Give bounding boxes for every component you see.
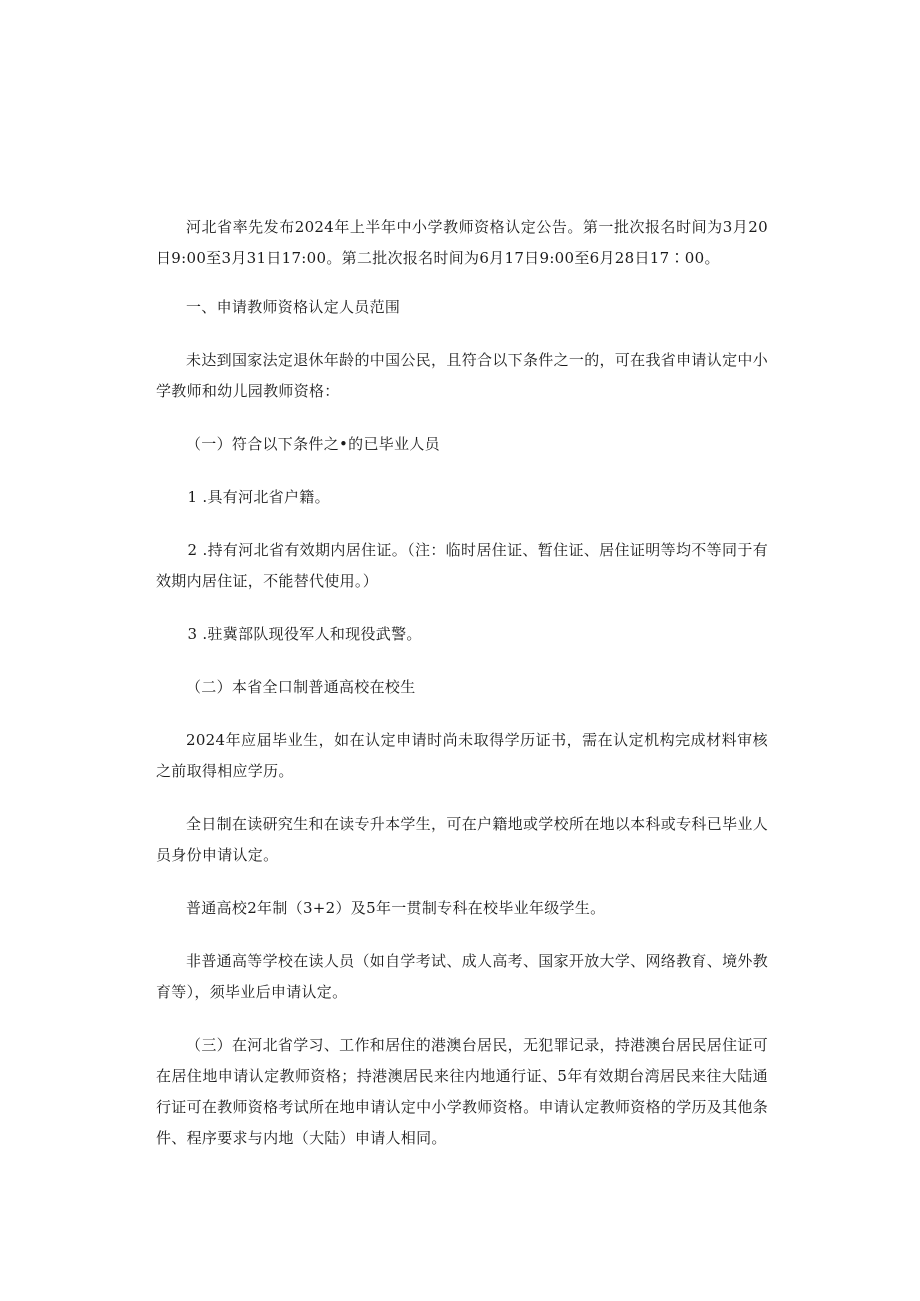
- sub3-paragraph: （三）在河北省学习、工作和居住的港澳台居民，无犯罪记录，持港澳台居民居住证可在居住地申请认定教师资格；持港澳居民来往内地通行证、5年有效期台湾居民来往大陆通行证可在教师资格考试所在地申请认定中小学教师资格。申请认定教师资格的学历及其他条件、程序要求与内地（大陆）申请人相同。: [156, 1036, 769, 1147]
- intro-paragraph: 河北省率先发布2024年上半年中小学教师资格认定公告。第一批次报名时间为3月20日9:00至3月31日17:00。第二批次报名时间为6月17日9:00至6月28日17∶00。: [156, 218, 768, 267]
- sub1-item-3: 3 .驻冀部队现役军人和现役武警。: [187, 625, 422, 643]
- sub2-paragraph-4: 非普通高等学校在读人员（如自学考试、成人高考、国家开放大学、网络教育、境外教育等），须毕业后申请认定。: [156, 952, 768, 1001]
- sub2-paragraph-3: 普通高校2年制（3+2）及5年一贯制专科在校毕业年级学生。: [186, 899, 606, 917]
- sub1-heading: （一）符合以下条件之•的已毕业人员: [186, 435, 440, 453]
- sub1-item-1: 1 .具有河北省户籍。: [187, 488, 330, 506]
- section1-heading: 一、申请教师资格认定人员范围: [186, 298, 401, 316]
- sub2-paragraph-2: 全日制在读研究生和在读专升本学生，可在户籍地或学校所在地以本科或专科已毕业人员身份申请认定。: [156, 815, 768, 864]
- sub1-item-2: 2 .持有河北省有效期内居住证。（注：临时居住证、暂住证、居住证明等均不等同于有效期内居住证，不能替代使用。）: [156, 541, 768, 590]
- document-body: [156, 212, 768, 1176]
- sub2-paragraph-1: 2024年应届毕业生，如在认定申请时尚未取得学历证书，需在认定机构完成材料审核之前取得相应学历。: [156, 731, 768, 780]
- sub2-heading: （二）本省全口制普通高校在校生: [186, 678, 416, 696]
- section1-text: 未达到国家法定退休年龄的中国公民，且符合以下条件之一的，可在我省申请认定中小学教师和幼儿园教师资格：: [156, 351, 768, 400]
